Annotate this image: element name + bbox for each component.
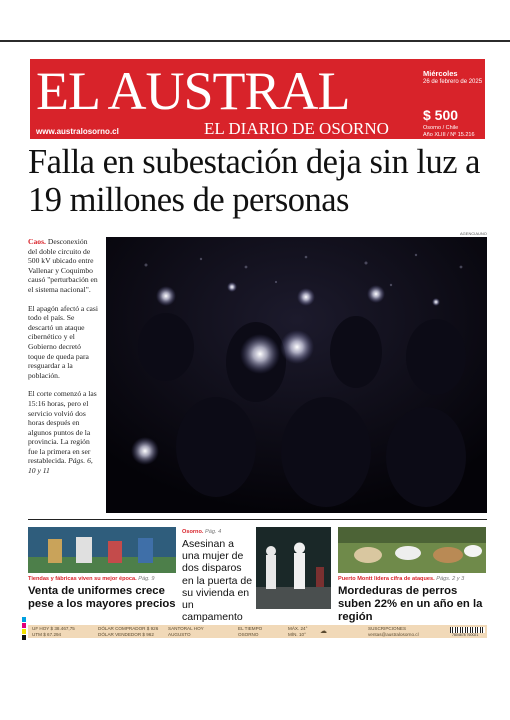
lead-paragraph-1: Caos. Desconexión del doble circuito de 500 kV ubicado entre Vallenar y Coquimbo causó "perturbación en el sistema nacional".	[28, 237, 98, 294]
weather-city: OSORNO	[238, 632, 259, 637]
section-divider	[28, 519, 487, 520]
murder-headline[interactable]: Asesinan a una mujer de dos disparos en la puerta de su vivienda en un campamento	[182, 538, 253, 624]
lead-page-ref: Págs. 6, 10 y 11	[28, 456, 93, 476]
newspaper-front-page	[20, 45, 490, 655]
edition-date: 26 de febrero de 2025	[423, 79, 483, 85]
barcode-number: 7804678 760021	[452, 633, 479, 637]
lead-story-column	[28, 237, 98, 485]
edition-place: Osorno / Chile	[423, 125, 459, 131]
magenta-swatch	[22, 623, 26, 628]
masthead	[30, 59, 485, 139]
murder-kicker: Osorno. Pág. 4	[182, 529, 222, 535]
temp-max: MÁX. 24°	[288, 626, 308, 631]
photo-credit: AGENCIAUNO	[460, 231, 487, 236]
cyan-swatch	[22, 617, 26, 622]
lead-kicker: Caos.	[28, 237, 46, 246]
main-headline: Falla en subestación deja sin luz a 19 millones de personas	[28, 143, 480, 219]
subscriptions-email[interactable]: ventas@australosorno.cl	[368, 632, 419, 637]
dogs-kicker: Puerto Montt lidera cifra de ataques. Págs. 2 y 3	[338, 576, 465, 582]
uniforms-kicker: Tiendas y fábricas viven su mejor época. Pág. 9	[28, 576, 155, 582]
santoral-label: SANTORAL HOY	[168, 626, 204, 631]
cloud-icon: ☁	[320, 628, 327, 635]
edition-day: Miércoles	[423, 69, 458, 78]
edition-price: $ 500	[423, 107, 459, 123]
indicators-footer	[28, 625, 487, 638]
edition-issue: Año XLIII / Nº 15.216	[423, 132, 475, 138]
dollar-buy: DÓLAR COMPRADOR $ 926	[98, 626, 159, 631]
uniforms-photo	[28, 527, 176, 573]
utm-value: UTM $ 67.294	[32, 632, 62, 637]
dogs-photo	[338, 527, 486, 573]
blackout-crowd-photo	[106, 237, 487, 513]
crime-scene-photo	[256, 527, 331, 609]
newspaper-title: EL AUSTRAL	[36, 61, 350, 121]
santoral-value: AUGUSTO	[168, 632, 191, 637]
newspaper-subtitle: EL DIARIO DE OSORNO	[204, 119, 389, 138]
top-border	[0, 40, 510, 42]
dogs-headline[interactable]: Mordeduras de perros suben 22% en un año en la región	[338, 585, 483, 623]
weather-label: EL TIEMPO	[238, 626, 263, 631]
yellow-swatch	[22, 629, 26, 634]
black-swatch	[22, 635, 26, 640]
temp-min: MÍN. 10°	[288, 632, 306, 637]
lead-paragraph-3: El corte comenzó a las 15:16 horas, pero el servicio volvió dos horas después en algunos puntos de la provincia. La región fue la primera en ser restablecida. Págs. 6, 10 y 11	[28, 389, 97, 476]
subscriptions-label: SUSCRIPCIONES	[368, 626, 407, 631]
uniforms-headline[interactable]: Venta de uniformes crece pese a los mayores precios	[28, 585, 176, 610]
dollar-sell: DÓLAR VENDEDOR $ 962	[98, 632, 154, 637]
lead-paragraph-2: El apagón afectó a casi todo el país. Se descartó un ataque cibernético y el Gobierno decretó toque de queda para resguardar a la población.	[28, 303, 98, 380]
newspaper-url[interactable]: www.australosorno.cl	[36, 127, 119, 136]
uf-value: UF HOY $ 38.467,75	[32, 626, 75, 631]
